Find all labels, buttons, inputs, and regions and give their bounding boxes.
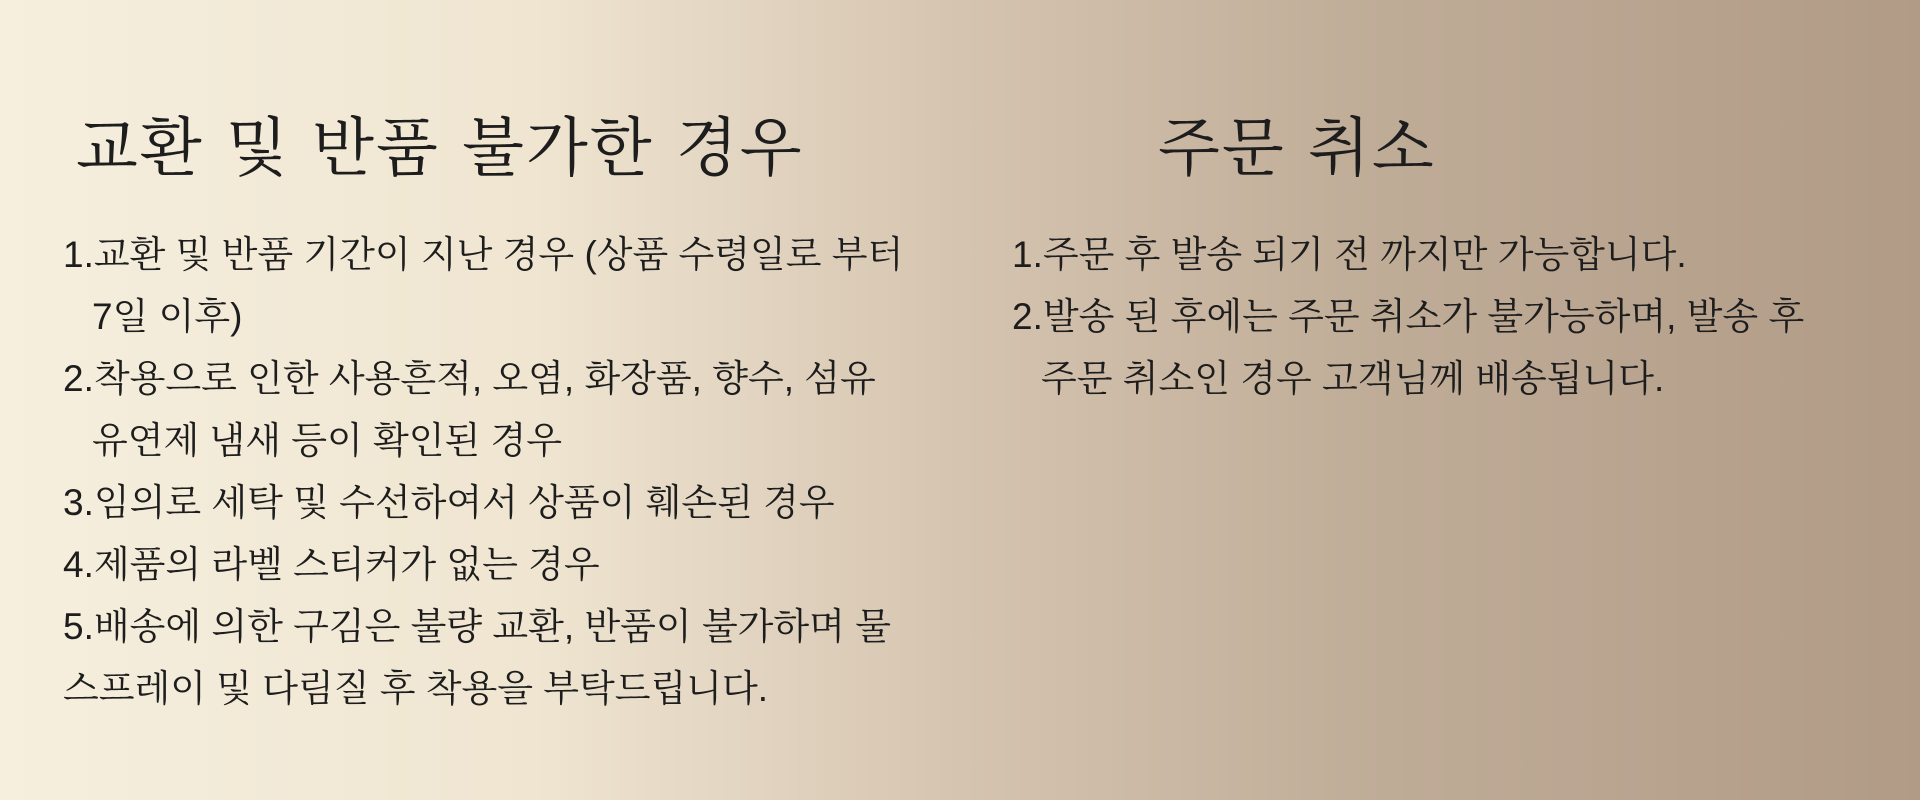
policy-line: 3.임의로 세탁 및 수선하여서 상품이 훼손된 경우 (63, 482, 835, 523)
order-cancel-policy-list (1012, 224, 1804, 410)
policy-line: 1.교환 및 반품 기간이 지난 경우 (상품 수령일로 부터 (63, 234, 904, 275)
policy-line: 7일 이후) (92, 296, 243, 337)
policy-line: 4.제품의 라벨 스티커가 없는 경우 (63, 544, 600, 585)
policy-line: 2.발송 된 후에는 주문 취소가 불가능하며, 발송 후 (1012, 296, 1805, 337)
policy-line: 1.주문 후 발송 되기 전 까지만 가능합니다. (1012, 234, 1687, 275)
policy-line: 2.착용으로 인한 사용흔적, 오염, 화장품, 향수, 섬유 (63, 358, 876, 399)
policy-line: 5.배송에 의한 구김은 불량 교환, 반품이 불가하며 물 (63, 606, 891, 647)
policy-line: 유연제 냄새 등이 확인된 경우 (92, 420, 563, 461)
exchange-return-section-title: 교환 및 반품 불가한 경우 (76, 111, 804, 186)
exchange-return-policy-list (63, 224, 903, 720)
policy-line: 스프레이 및 다림질 후 착용을 부탁드립니다. (63, 668, 769, 709)
policy-line: 주문 취소인 경우 고객님께 배송됩니다. (1041, 358, 1665, 399)
order-cancel-section-title: 주문 취소 (1158, 111, 1436, 186)
